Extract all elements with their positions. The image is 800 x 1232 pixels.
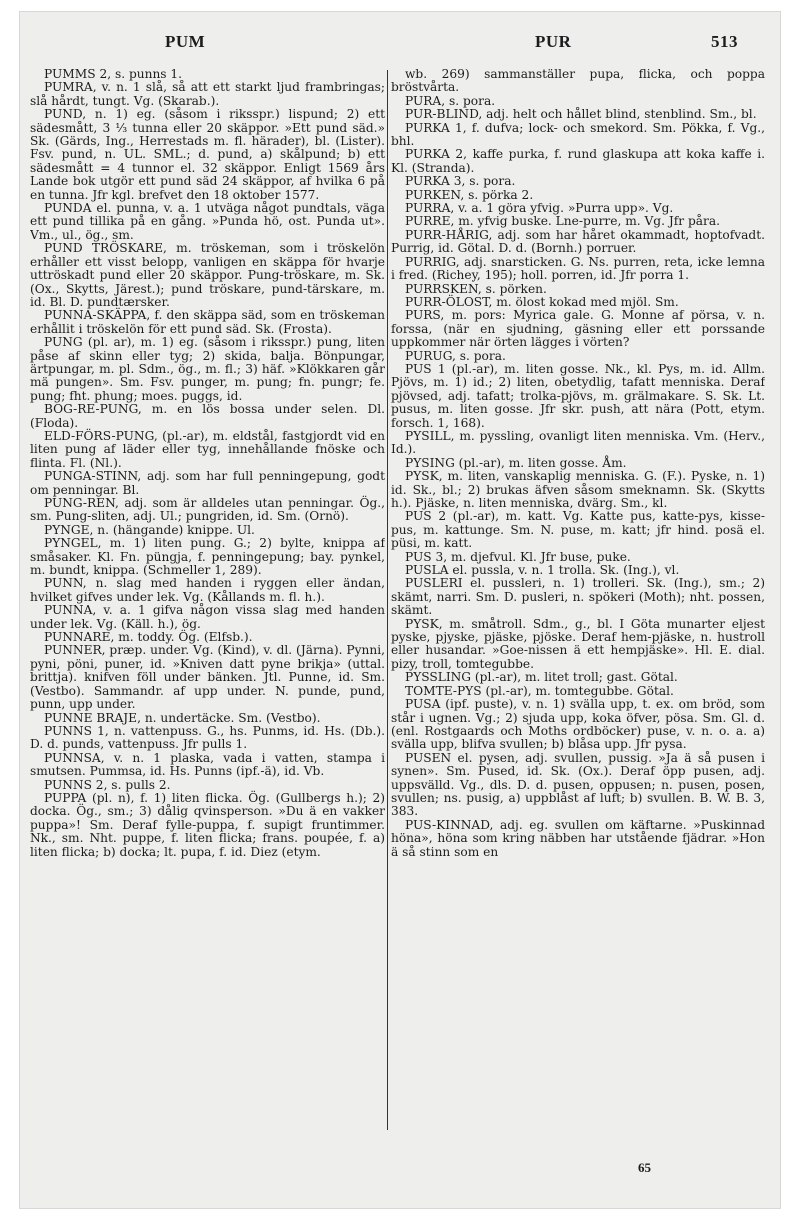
dictionary-entry: PUNNA, v. a. 1 gifva någon vissa slag med handen under lek. Vg. (Käll. h.), ög. <box>30 603 385 631</box>
dictionary-entry: PUNNE BRAJE, n. undertäcke. Sm. (Vestbo). <box>44 710 321 725</box>
signature-mark: 65 <box>638 1160 651 1175</box>
right-column <box>391 68 765 859</box>
dictionary-entry: PUSEN el. pysen, adj. svullen, pussig. »Ja ä så pusen i synen». Sm. Pused, id. Sk. (Ox.). Deraf öpp pusen, adj. uppsvälld. Vg., dls. D. d. pusen, oppusen; n. pusen, posen, svullen; ns. pusig, a) uppblåst af luft; b) svullen. B. W. B. 3, 383. <box>391 750 765 819</box>
dictionary-entry: PUSA (ipf. puste), v. n. 1) svälla upp, t. ex. om bröd, som står i ugnen. Vg.; 2) sjuda upp, koka öfver, pösa. Sm. Gl. d. (enl. Rostgaards och Moths ordböcker) puse, v. n. o. a. a) svälla upp, blifva svullen; b) blåsa upp. Jfr pysa. <box>391 697 765 752</box>
dictionary-entry: PYNGEL, m. 1) liten pung. G.; 2) bylte, knippa af småsaker. Kl. Fn. püngja, f. penningepung; bay. pynkel, m. bundt, knippa. (Schmeller 1, 289). <box>30 536 385 578</box>
dictionary-entry: PURRSKEN, s. pörken. <box>405 281 547 296</box>
dictionary-entry: PURR-HÅRIG, adj. som har håret okammadt, hoptofvadt. Purrig, id. Götal. D. d. (Bornh.) porruer. <box>391 227 765 256</box>
dictionary-entry: PURKEN, s. pörka 2. <box>405 187 534 202</box>
dictionary-entry: PUSLERI el. pussleri, n. 1) trolleri. Sk. (Ing.), sm.; 2) skämt, narri. Sm. D. pusleri, n. spökeri (Moth); nht. possen, skämt. <box>391 576 765 618</box>
dictionary-entry: PUNDA el. punna, v. a. 1 utväga något pundtals, väga ett pund tillika på en gång. »Punda hö, ost. Punda ut». Vm., ul., ög., sm. <box>30 201 385 242</box>
dictionary-entry: PURRA, v. a. 1 göra yfvig. »Purra upp». Vg. <box>405 201 674 216</box>
dictionary-entry: PUS-KINNAD, adj. eg. svullen om käftarne. »Puskinnad höna», höna som kring näbben har utstående fjädrar. »Hon ä så stinn som en <box>391 817 765 859</box>
dictionary-entry: PUNG (pl. ar), m. 1) eg. (såsom i riksspr.) pung, liten påse af skinn eller tyg; 2) skida, balja. Bönpungar, ärtpungar, m. pl. Sdm., ög., m. fl.; 3) häf. »Klökkaren går mä pungen». Sm. Fsv. punger, m. pung; fn. pungr; fe. pung; fht. phung; moes. puggs, id. <box>30 335 385 403</box>
dictionary-entry: PUND TRÖSKARE, m. tröskeman, som i tröskelön erhåller ett visst belopp, vanligen en skäppa för hvarje uttröskadt pund eller 20 skäppor. Pung-tröskare, m. Sk. (Ox., Skytts, Järest.); pund tröskare, pund-tärskare, m. id. Bl. D. pundtærsker. <box>30 241 385 309</box>
dictionary-entry: PUS 3, m. djefvul. Kl. Jfr buse, puke. <box>405 549 631 564</box>
dictionary-entry: PUNG-REN, adj. som är alldeles utan penningar. Ög., sm. Pung-sliten, adj. Ul.; pungriden, id. Sm. (Ornö). <box>30 496 385 524</box>
dictionary-entry: PUMMS 2, s. punns 1. <box>44 68 183 81</box>
dictionary-entry: PYSK, m. liten, vanskaplig menniska. G. (F.). Pyske, n. 1) id. Sk., bl.; 2) brukas äfven såsom smeknamn. Sk. (Skytts h.). Pjäske, n. liten menniska, dvärg. Sm., kl. <box>391 469 765 510</box>
dictionary-entry: PUMRA, v. n. 1 slå, så att ett starkt ljud frambringas; slå hårdt, tungt. Vg. (Skarab.). <box>30 80 385 108</box>
dictionary-entry: TOMTE-PYS (pl.-ar), m. tomtegubbe. Götal. <box>405 683 674 698</box>
dictionary-entry: PURKA 1, f. dufva; lock- och smekord. Sm. Pökka, f. Vg., bhl. <box>391 120 765 149</box>
dictionary-entry: PYSILL, m. pyssling, ovanligt liten menniska. Vm. (Herv., Id.). <box>391 428 765 457</box>
dictionary-entry: PYSSLING (pl.-ar), m. litet troll; gast. Götal. <box>405 670 678 685</box>
dictionary-entry: ELD-FÖRS-PUNG, (pl.-ar), m. eldstål, fastgjordt vid en liten pung af läder eller tyg, innehållande fnöske och flinta. Fl. (Nl.). <box>30 428 385 470</box>
dictionary-entry: PUNGA-STINN, adj. som har full penningepung, godt om penningar. Bl. <box>30 469 385 497</box>
dictionary-entry: wb. 269) sammanställer pupa, flicka, och poppa bröstvårta. <box>391 68 765 95</box>
dictionary-entry: PURKA 2, kaffe purka, f. rund glaskupa att koka kaffe i. Kl. (Stranda). <box>391 147 765 175</box>
dictionary-entry: PUNNS 2, s. pulls 2. <box>44 777 171 792</box>
dictionary-entry: PURA, s. pora. <box>405 93 496 108</box>
dictionary-entry: PUNNARE, m. toddy. Ög. (Elfsb.). <box>44 630 253 645</box>
header-left-word: PUM <box>165 32 206 51</box>
dictionary-entry: PUR-BLIND, adj. helt och hållet blind, stenblind. Sm., bl. <box>405 107 757 122</box>
dictionary-entry: PURR-ÖLOST, m. ölost kokad med mjöl. Sm. <box>405 294 679 309</box>
dictionary-entry: PUS 2 (pl.-ar), m. katt. Vg. Katte pus, katte-pys, kisse-pus, m. kattunge. Sm. N. puse, m. katt; jfr hind. posä el. püsi, m. katt. <box>391 509 765 551</box>
dictionary-entry: PURKA 3, s. pora. <box>405 174 516 189</box>
dictionary-entry: PYSK, m. småtroll. Sdm., g., bl. I Göta munarter eljest pyske, pjyske, pjäske, pjöske. Deraf hem-pjäske, n. hustroll eller husandar. »Goe-nissen ä ett hempjäske». Hl. E. dial. pizy, troll, tomtegubbe. <box>391 616 765 671</box>
dictionary-entry: PUND, n. 1) eg. (såsom i riksspr.) lispund; 2) ett sädesmått, 3 ⅓ tunna eller 20 skäppor. »Ett pund säd.» Sk. (Gärds, Ing., Herrestads m. fl. härader), bl. (Lister). Fsv. pund, n. UL. SML.; d. pund, a) skålpund; b) ett sädesmått = 4 tunnor el. 32 skäppor. Enligt 1569 års Lande bok utgör ett pund säd 24 skäppor, af hvilka 6 på en tunna. Jfr kgl. brefvet den 18 oktober 1577. <box>30 107 385 202</box>
dictionary-entry: PUNNS 1, n. vattenpuss. G., hs. Punms, id. Hs. (Db.). D. d. punds, vattenpuss. Jfr pulls 1. <box>30 723 385 752</box>
dictionary-entry: PUPPA (pl. n), f. 1) liten flicka. Ög. (Gullbergs h.); 2) docka. Ög., sm.; 3) dålig qvinsperson. »Du ä en vakker puppa»! Sm. Deraf fylle-puppa, f. supigt fruntimmer. Nk., sm. Nht. puppe, f. liten flicka; frans. poupée, f. a) liten flicka; b) docka; lt. pupa, f. id. Diez (etym. <box>30 790 385 859</box>
dictionary-entry: PYNGE, n. (hängande) knippe. Ul. <box>44 522 255 537</box>
left-column <box>30 68 385 859</box>
running-header <box>20 32 780 56</box>
dictionary-entry: PURRE, m. yfvig buske. Lne-purre, m. Vg. Jfr påra. <box>405 214 720 229</box>
dictionary-entry: PYSING (pl.-ar), m. liten gosse. Åm. <box>405 455 627 470</box>
dictionary-entry: PUSLA el. pussla, v. n. 1 trolla. Sk. (Ing.), vl. <box>405 563 680 578</box>
dictionary-entry: BOG-RE-PUNG, m. en lös bossa under selen. Dl. (Floda). <box>30 402 385 430</box>
dictionary-entry: PUS 1 (pl.-ar), m. liten gosse. Nk., kl. Pys, m. id. Allm. Pjövs, m. 1) id.; 2) liten, obetydlig, tafatt menniska. Deraf pjövsed, adj. tafatt; trolka-pjövs, m. grälmakare. S. Sk. Lt. pusus, m. liten gosse. Jfr skr. push, att nära (Pott, etym. forsch. 1, 168). <box>391 361 765 430</box>
dictionary-page <box>20 12 780 1208</box>
dictionary-entry: PUNNSA, v. n. 1 plaska, vada i vatten, stampa i smutsen. Pummsa, id. Hs. Punns (ipf.-ä), id. Vb. <box>30 750 385 779</box>
dictionary-entry: PUNN, n. slag med handen i ryggen eller ändan, hvilket gifves under lek. Vg. (Kållands m. fl. h.). <box>30 576 385 604</box>
dictionary-entry: PURRIG, adj. snarsticken. G. Ns. purren, reta, icke lemna i fred. (Richey, 195); holl. porren, id. Jfr porra 1. <box>391 254 765 283</box>
dictionary-entry: PUNNA-SKÄPPA, f. den skäppa säd, som en tröskeman erhållit i tröskelön för ett pund säd. Sk. (Frosta). <box>30 308 385 336</box>
page-number: 513 <box>711 32 738 51</box>
column-divider <box>387 70 388 1130</box>
dictionary-entry: PURUG, s. pora. <box>405 348 506 363</box>
header-center-word: PUR <box>535 32 572 51</box>
dictionary-entry: PURS, m. pors: Myrica gale. G. Monne af pörsa, v. n. forssa, (när en sjudning, gäsning eller ett porssande uppkommer när örten lägges i vörten? <box>391 308 765 350</box>
dictionary-entry: PUNNER, præp. under. Vg. (Kind), v. dl. (Järna). Pynni, pyni, pöni, puner, id. »Kniven datt pyne brikja» (uttal. brittja). knifven föll under bänken. Jtl. Punne, id. Sm. (Vestbo). Sammandr. af upp under. N. punde, pund, punn, upp under. <box>30 643 385 712</box>
